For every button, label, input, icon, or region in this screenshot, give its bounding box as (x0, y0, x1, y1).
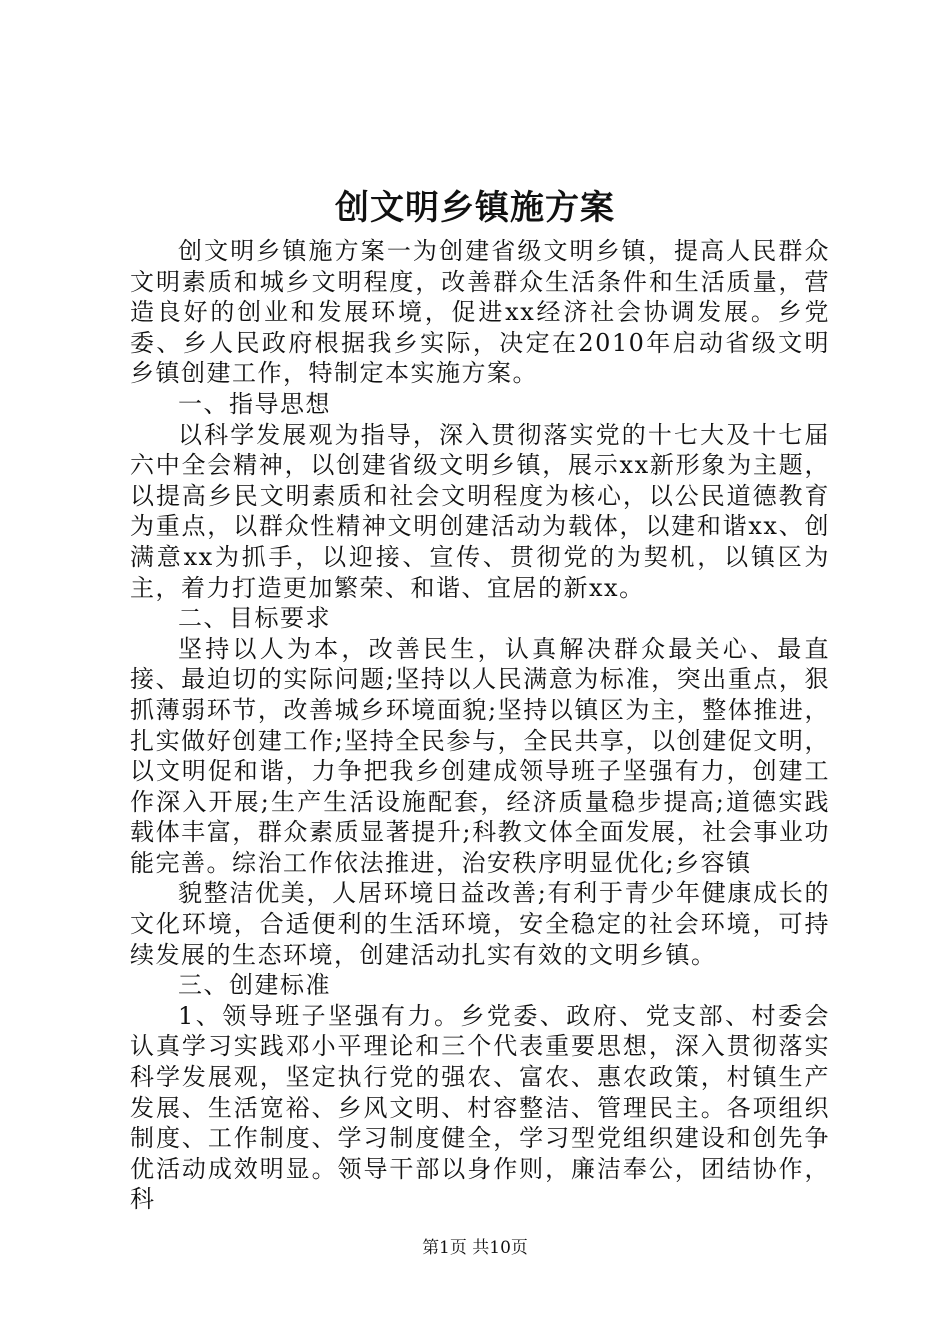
paragraph-goals-continued: 貌整洁优美，人居环境日益改善;有利于青少年健康成长的文化环境，合适便利的生活环境，安全稳定的社会环境，可持续发展的生态环境，创建活动扎实有效的文明乡镇。 (130, 879, 830, 969)
section-heading-goals: 二、目标要求 (178, 604, 331, 633)
paragraph-intro: 创文明乡镇施方案一为创建省级文明乡镇，提高人民群众文明素质和城乡文明程度，改善群众生活条件和生活质量，营造良好的创业和发展环境，促进xx经济社会协调发展。乡党委、乡人民政府根据我乡实际，决定在2010年启动省级文明乡镇创建工作，特制定本实施方案。 (130, 237, 830, 388)
section-heading-standards: 三、创建标准 (178, 971, 331, 1000)
document-title: 创文明乡镇施方案 (335, 188, 615, 228)
paragraph-guiding-ideology: 以科学发展观为指导，深入贯彻落实党的十七大及十七届六中全会精神，以创建省级文明乡镇，展示xx新形象为主题，以提高乡民文明素质和社会文明程度为核心，以公民道德教育为重点，以群众性精神文明创建活动为载体，以建和谐xx、创满意xx为抓手，以迎接、宣传、贯彻党的为契机，以镇区为主，着力打造更加繁荣、和谐、宜居的新xx。 (130, 420, 830, 602)
paragraph-goals: 坚持以人为本，改善民生，认真解决群众最关心、最直接、最迫切的实际问题;坚持以人民满意为标准，突出重点，狠抓薄弱环节，改善城乡环境面貌;坚持以镇区为主，整体推进，扎实做好创建工作;坚持全民参与，全民共享，以创建促文明，以文明促和谐，力争把我乡创建成领导班子坚强有力，创建工作深入开展;生产生活设施配套，经济质量稳步提高;道德实践载体丰富，群众素质显著提升;科教文体全面发展，社会事业功能完善。综治工作依法推进，治安秩序明显优化;乡容镇 (130, 634, 830, 877)
page-number-footer: 第1页 共10页 (422, 1238, 528, 1258)
paragraph-standard-1: 1、领导班子坚强有力。乡党委、政府、党支部、村委会认真学习实践邓小平理论和三个代表重要思想，深入贯彻落实科学发展观，坚定执行党的强农、富农、惠农政策，村镇生产发展、生活宽裕、乡风文明、村容整洁、管理民主。各项组织制度、工作制度、学习制度健全，学习型党组织建设和创先争优活动成效明显。领导干部以身作则，廉洁奉公，团结协作，科 (130, 1001, 830, 1214)
section-heading-guiding-ideology: 一、指导思想 (178, 389, 331, 418)
document-body (130, 236, 830, 1215)
